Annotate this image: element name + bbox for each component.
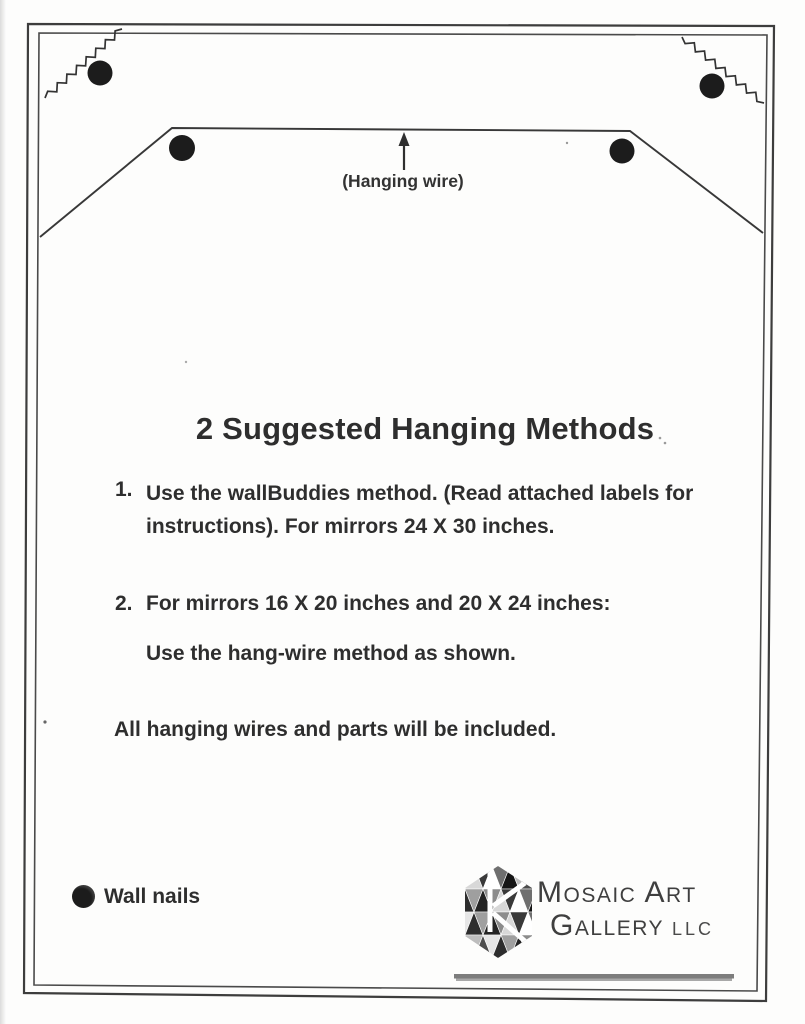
scan-speck — [185, 361, 187, 363]
list-item-1-number: 1. — [115, 478, 133, 501]
scanner-edge-shadow — [0, 0, 6, 1024]
wire-arrow-head — [399, 132, 410, 146]
scan-speck — [566, 142, 568, 144]
logo-llc-suffix: LLC — [672, 919, 715, 939]
list-item-1-line-2: instructions). For mirrors 24 X 30 inches. — [146, 515, 555, 538]
corner-hook-zigzag-right — [682, 37, 764, 103]
page-title: 2 Suggested Hanging Methods — [195, 411, 655, 446]
wall-nail-dot — [700, 74, 725, 99]
wall-nails-legend-label: Wall nails — [104, 885, 201, 908]
logo-gallery-text: Gallery — [550, 909, 664, 942]
hanging-wire-label: (Hanging wire) — [342, 171, 464, 191]
list-item-2-line-2: Use the hang-wire method as shown. — [146, 642, 516, 665]
list-item-2-line-1: For mirrors 16 X 20 inches and 20 X 24 inches: — [146, 592, 611, 615]
list-item-2-number: 2. — [115, 592, 133, 615]
wall-nails-legend — [72, 884, 200, 909]
wall-nail-dot — [169, 135, 195, 161]
logo-wordmark — [537, 876, 714, 946]
wall-nail-legend-icon — [72, 885, 95, 908]
list-item-1-text — [146, 477, 693, 543]
wall-nail-dot — [610, 139, 635, 164]
logo-line-2 — [537, 909, 714, 946]
logo-underline-bar-light — [456, 979, 732, 982]
logo-line-1: Mosaic Art — [537, 876, 697, 909]
corner-hook-zigzag-left — [45, 29, 122, 98]
logo-underline-bar — [454, 974, 734, 979]
list-item-1-line-1: Use the wallBuddies method. (Read attached labels for — [146, 482, 694, 505]
included-note: All hanging wires and parts will be included. — [114, 718, 557, 741]
wall-nail-dot — [88, 61, 113, 86]
scan-speck — [43, 720, 46, 723]
